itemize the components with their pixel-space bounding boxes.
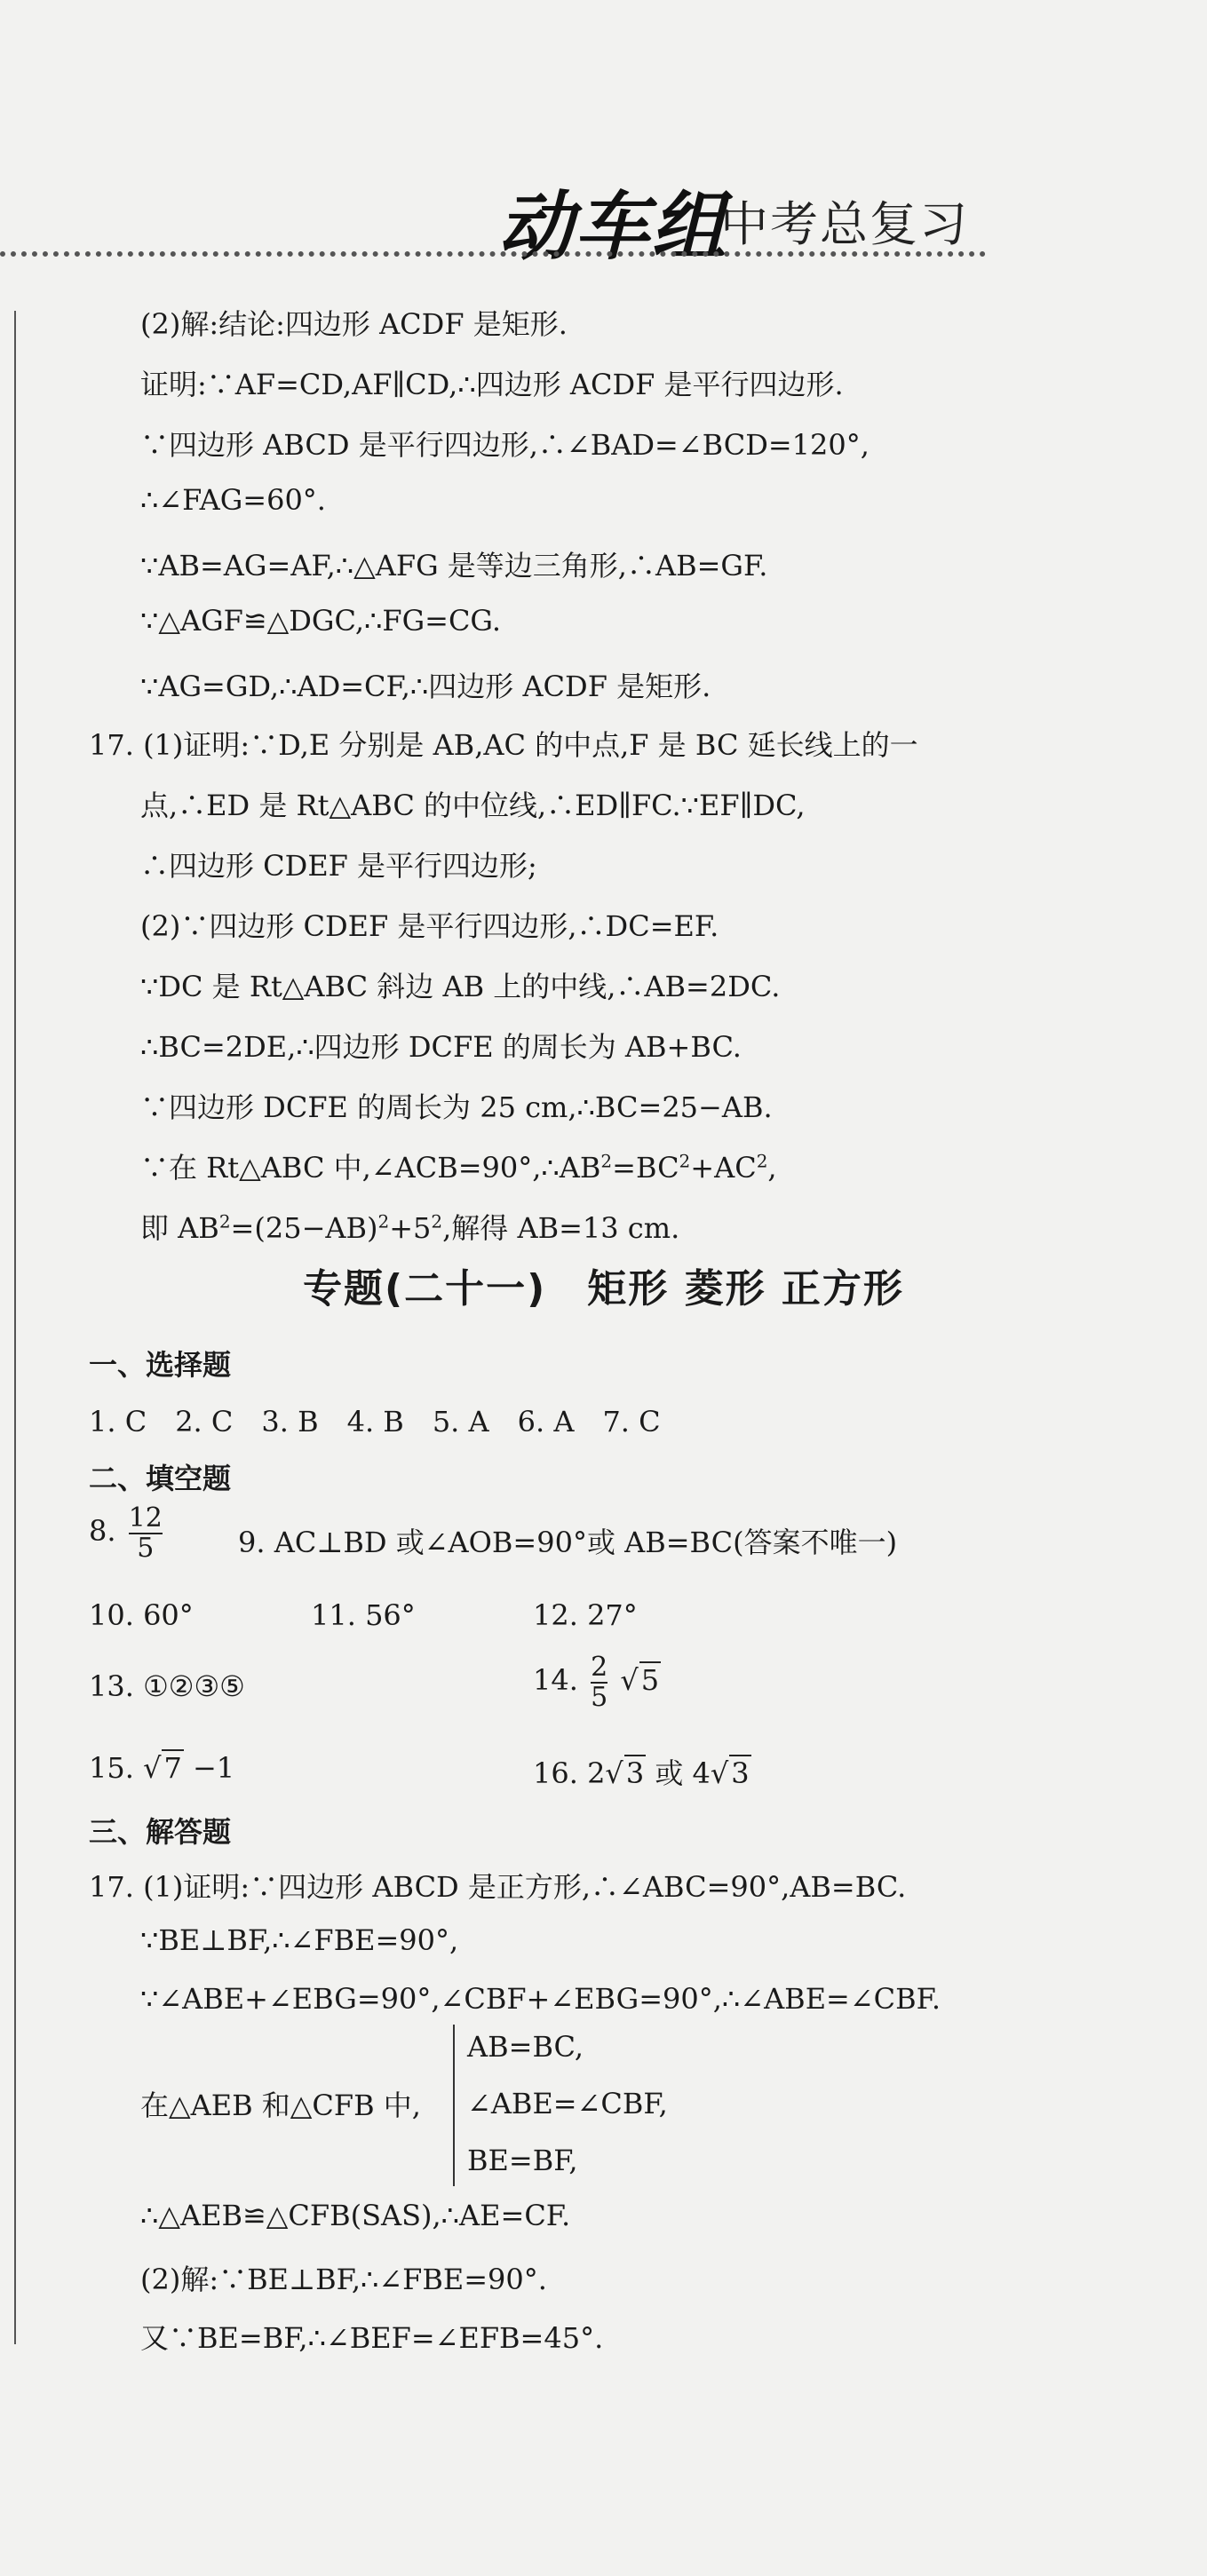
section-heading: 三、解答题 — [89, 1815, 232, 1849]
text-line: (2)∵四边形 CDEF 是平行四边形,∴DC=EF. — [140, 909, 719, 943]
answer-8: 8. $\frac{12}{5}$ — [89, 1502, 163, 1564]
margin-rule — [14, 311, 16, 2344]
choice-answers: 1. C 2. C 3. B 4. B 5. A 6. A 7. C — [89, 1405, 661, 1439]
answer-9: 9. AC⊥BD 或∠AOB=90°或 AB=BC(答案不唯一) — [238, 1526, 898, 1559]
proof-line: 在△AEB 和△CFB 中, — [140, 2089, 421, 2122]
text-line: ∵四边形 ABCD 是平行四边形,∴∠BAD=∠BCD=120°, — [140, 428, 870, 462]
proof-line: ∵∠ABE+∠EBG=90°,∠CBF+∠EBG=90°,∴∠ABE=∠CBF. — [140, 1982, 941, 2016]
proof-line: 又∵BE=BF,∴∠BEF=∠EFB=45°. — [140, 2321, 604, 2355]
proof-line: (2)解:∵BE⊥BF,∴∠FBE=90°. — [140, 2263, 547, 2296]
text-line: ∵AB=AG=AF,∴△AFG 是等边三角形,∴AB=GF. — [140, 549, 768, 583]
text-line: 证明:∵AF=CD,AF∥CD,∴四边形 ACDF 是平行四边形. — [140, 368, 844, 401]
text-line: ∴∠FAG=60°. — [140, 483, 326, 517]
brace-condition: ∠ABE=∠CBF, — [467, 2087, 668, 2120]
text-line: ∵四边形 DCFE 的周长为 25 cm,∴BC=25−AB. — [140, 1090, 773, 1124]
text-line: ∴四边形 CDEF 是平行四边形; — [140, 849, 537, 883]
brace-condition: AB=BC, — [467, 2030, 584, 2064]
brand-logo: 动车组 — [497, 182, 727, 270]
text-line: ∴BC=2DE,∴四边形 DCFE 的周长为 AB+BC. — [140, 1030, 742, 1064]
fraction: $\frac{12}{5}$ — [128, 1502, 163, 1564]
answer-11: 11. 56° — [311, 1598, 416, 1632]
answer-13: 13. ①②③⑤ — [89, 1669, 245, 1703]
text-line: ∵AG=GD,∴AD=CF,∴四边形 ACDF 是矩形. — [140, 670, 711, 703]
header-title: 中考总复习 — [720, 196, 969, 252]
answer-14: 14. $\frac{2}{5}$ √5 — [533, 1652, 660, 1713]
text-line: 即 $AB^2=(25-AB)^2+5^2$,解得 AB=13 cm. — [140, 1210, 680, 1245]
answer-10: 10. 60° — [89, 1598, 194, 1632]
answer-15: 15. √7 −1 — [89, 1751, 235, 1785]
text-line: ∵在 Rt△ABC 中$,\angle ACB=90^\circ,\therefore AB^2=BC^2+AC^2$, — [140, 1150, 777, 1185]
text-line: (2)解:结论:四边形 ACDF 是矩形. — [140, 307, 568, 341]
proof-line: 17. (1)证明:∵四边形 ABCD 是正方形,∴∠ABC=90°,AB=BC. — [89, 1870, 907, 1904]
header-divider — [0, 251, 986, 257]
fraction: $\frac{2}{5}$ — [591, 1652, 608, 1713]
question-17-line: 17. (1)证明:∵D,E 分别是 AB,AC 的中点,F 是 BC 延长线上的一 — [89, 728, 918, 762]
section-heading: 二、填空题 — [89, 1462, 232, 1495]
system-brace — [453, 2025, 460, 2186]
text-line: ∵DC 是 Rt△ABC 斜边 AB 上的中线,∴AB=2DC. — [140, 970, 781, 1003]
text-line: 点,∴ED 是 Rt△ABC 的中位线,∴ED∥FC.∵EF∥DC, — [140, 789, 806, 822]
proof-line: ∵BE⊥BF,∴∠FBE=90°, — [140, 1923, 459, 1957]
answer-12: 12. 27° — [533, 1598, 638, 1632]
text-line: ∵△AGF≌△DGC,∴FG=CG. — [140, 604, 502, 638]
proof-line: ∴△AEB≌△CFB(SAS),∴AE=CF. — [140, 2199, 571, 2232]
topic-heading: 专题(二十一) 矩形 菱形 正方形 — [303, 1266, 904, 1312]
answer-16: 16. 2√3 或 4√3 — [533, 1756, 750, 1790]
section-heading: 一、选择题 — [89, 1348, 232, 1382]
brace-condition: BE=BF, — [467, 2144, 578, 2177]
